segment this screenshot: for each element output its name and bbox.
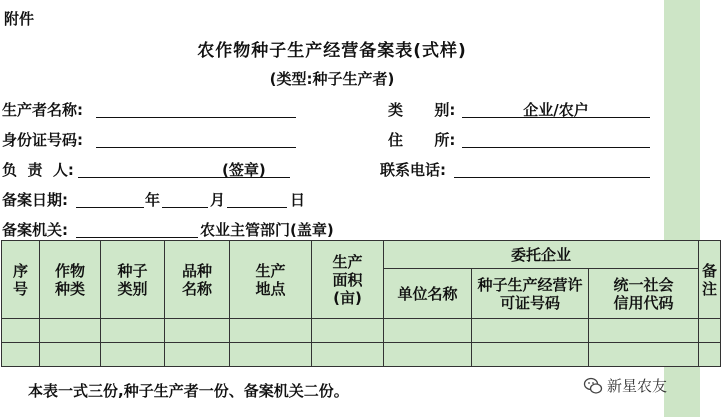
category-value: 企业/农户	[523, 101, 589, 119]
authority-line[interactable]	[76, 219, 198, 238]
filing-date-label: 备案日期:	[2, 191, 68, 209]
table-row	[2, 343, 721, 367]
month-label: 月	[210, 191, 226, 209]
header-crop: 作物种类	[40, 241, 101, 319]
header-unit-name: 单位名称	[384, 269, 472, 319]
header-credit-code: 统一社会信用代码	[589, 269, 699, 319]
category-label: 类 别:	[388, 101, 456, 119]
form-title: 农作物种子生产经营备案表(式样)	[197, 41, 467, 61]
filing-authority-label: 备案机关:	[2, 221, 68, 239]
day-label: 日	[290, 191, 306, 209]
signature-note: (签章)	[222, 161, 266, 179]
phone-label: 联系电话:	[380, 161, 446, 179]
footer-note: 本表一式三份,种子生产者一份、备案机关二份。	[28, 382, 349, 400]
address-line[interactable]	[462, 129, 650, 148]
address-label: 住 所:	[388, 131, 456, 149]
registration-table	[1, 240, 721, 367]
month-line[interactable]	[162, 189, 208, 208]
responsible-label: 负 责 人:	[2, 161, 74, 179]
day-line[interactable]	[227, 189, 287, 208]
id-number-line[interactable]	[96, 129, 296, 148]
authority-suffix: 农业主管部门(盖章)	[200, 221, 334, 239]
year-label: 年	[145, 191, 161, 209]
watermark-text: 新星农友	[607, 377, 668, 395]
watermark	[583, 375, 667, 396]
header-license: 种子生产经营许可证号码	[472, 269, 589, 319]
header-variety: 品种名称	[165, 241, 230, 319]
header-remark: 备注	[699, 241, 721, 319]
header-area: 生产面积(亩)	[312, 241, 384, 319]
producer-name-label: 生产者名称:	[2, 101, 83, 119]
attachment-label: 附件	[4, 10, 35, 28]
table-row	[2, 319, 721, 343]
producer-name-line[interactable]	[96, 99, 296, 118]
phone-line[interactable]	[454, 159, 650, 178]
id-number-label: 身份证号码:	[2, 131, 83, 149]
header-no: 序号	[2, 241, 40, 319]
form-subtitle: (类型:种子生产者)	[269, 70, 395, 88]
wechat-icon	[583, 376, 603, 396]
header-location: 生产地点	[230, 241, 312, 319]
year-line[interactable]	[76, 189, 144, 208]
header-entrust: 委托企业	[384, 241, 699, 269]
header-seed-type: 种子类别	[101, 241, 165, 319]
